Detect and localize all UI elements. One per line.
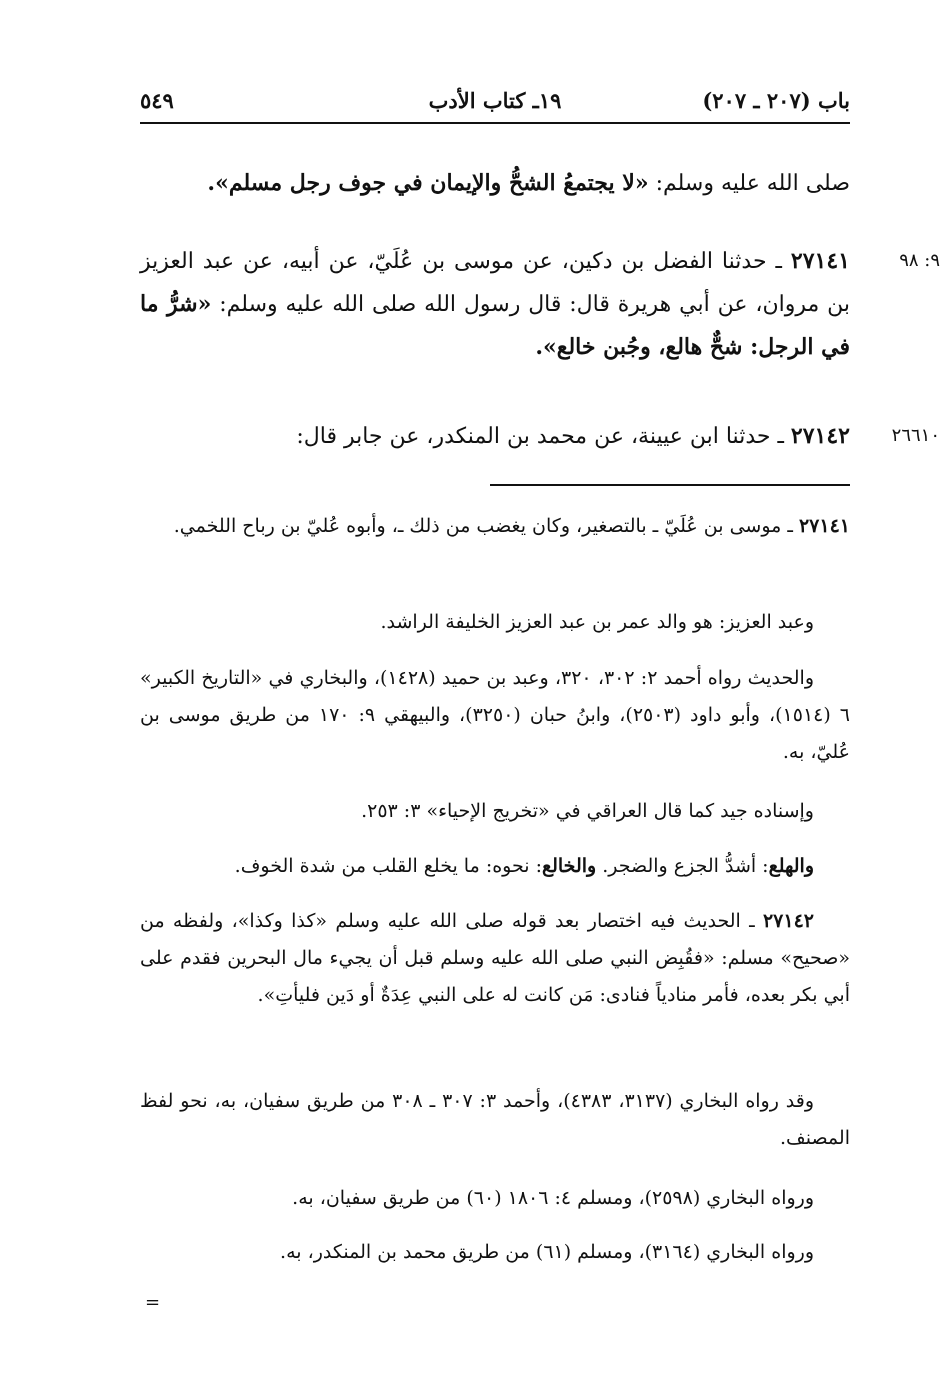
footnote-paragraph: والحديث رواه أحمد ٢: ٣٠٢، ٣٢٠، وعبد بن حميد (١٤٢٨)، والبخاري في «التاريخ الكبير» ٦ (١٥١٤)، وأبو داود (٢٥٠٣)، وابنُ حبان (٣٢٥٠)، والبيهقي ٩: ١٧٠ من طريق موسى بن عُليّ، به. — [140, 667, 850, 763]
hadith-27141 — [140, 240, 850, 369]
footnote-number: ٢٧١٤٢ — [762, 910, 814, 932]
hadith-number: ٢٧١٤٢ — [790, 423, 850, 449]
hadith-chain: ـ حدثنا ابن عيينة، عن محمد بن المنكدر، عن جابر قال: — [296, 424, 791, 449]
footnote-text: ـ موسى بن عُلَيّ ـ بالتصغير، وكان يغضب من ذلك ـ، وأبوه عُليّ بن رباح اللخمي. — [173, 515, 799, 537]
continuation-mark: = — [145, 1292, 161, 1313]
hadith-chain: ـ حدثنا الفضل بن دكين، عن موسى بن عُلَيّ، عن أبيه، عن عبد العزيز بن مروان، عن أبي هريرة قال: قال رسول الله صلى الله عليه وسلم: — [140, 249, 851, 317]
footnote-27142 — [140, 903, 850, 1014]
book-title: ١٩ـ كتاب الأدب — [428, 88, 562, 113]
footnote-definitions — [140, 848, 850, 885]
paragraph-text: صلى الله عليه وسلم: — [648, 171, 850, 196]
term: والهلع — [768, 855, 814, 877]
definition: : أشدُّ الجزع والضجر. — [596, 855, 769, 877]
footnote-paragraph: وقد رواه البخاري (٣١٣٧، ٤٣٨٣)، وأحمد ٣: ٣٠٧ ـ ٣٠٨ من طريق سفيان، به، نحو لفظ المصنف. — [140, 1090, 850, 1149]
footnote-separator — [490, 484, 850, 486]
page-header — [140, 82, 850, 124]
hadith-quote: «شرُّ ما في الرجل: شحٌّ هالع، وجُبن خالع». — [140, 291, 850, 360]
footnote-text: ـ الحديث فيه اختصار بعد قوله صلى الله عليه وسلم «كذا وكذا»، ولفظه من «صحيح» مسلم: «فقُبِض النبي صلى الله عليه وسلم قبل أن يجيء مال البحرين فقدم على أبي بكر بعده، فأمر منادياً فنادى: مَن كانت له على النبي عِدَةٌ أو دَين فليأتِ». — [140, 910, 850, 1006]
term: والخالع — [541, 855, 597, 877]
footnote-27141 — [140, 508, 850, 545]
footnote-paragraph: وإسناده جيد كما قال العراقي في «تخريج الإحياء» ٣: ٢٥٣. — [361, 800, 814, 822]
page-number: ٥٤٩ — [140, 88, 174, 113]
definition: : نحوه: ما يخلع القلب من شدة الخوف. — [234, 855, 542, 877]
margin-reference-2: ٢٦٦١٠ — [891, 425, 940, 446]
paragraph-continuation — [140, 162, 850, 205]
footnote-paragraph: وعبد العزيز: هو والد عمر بن عبد العزيز الخليفة الراشد. — [380, 611, 814, 633]
hadith-quote: «لا يجتمعُ الشحُّ والإيمان في جوف رجل مسلم». — [207, 170, 649, 196]
footnote-paragraph: ورواه البخاري (٣١٦٤)، ومسلم (٦١) من طريق محمد بن المنكدر، به. — [280, 1241, 814, 1263]
chapter-range: باب (٢٠٧ ـ ٢٠٧) — [702, 88, 850, 113]
hadith-number: ٢٧١٤١ — [790, 248, 850, 274]
hadith-27142 — [140, 415, 850, 458]
footnote-paragraph: ورواه البخاري (٢٥٩٨)، ومسلم ٤: ١٨٠٦ (٦٠) من طريق سفيان، به. — [292, 1187, 814, 1209]
footnote-number: ٢٧١٤١ — [798, 515, 850, 537]
margin-reference-1: ٩: ٩٨ — [899, 250, 940, 271]
